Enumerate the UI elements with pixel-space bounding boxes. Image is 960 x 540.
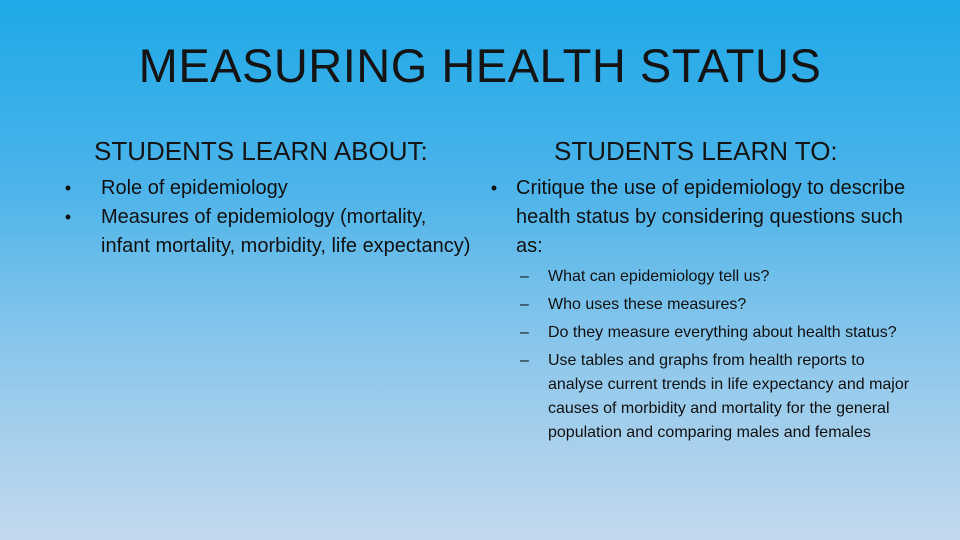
sub-list [484, 265, 924, 445]
bullet-icon: • [64, 178, 72, 198]
list-item-text: Role of epidemiology [101, 177, 288, 199]
list-item-text: Measures of epidemiology (mortality, infant mortality, morbidity, life expectancy) [101, 206, 471, 257]
dash-icon: – [520, 268, 529, 285]
sub-list-item [520, 265, 924, 289]
left-column-heading: STUDENTS LEARN ABOUT: [94, 136, 428, 166]
dash-icon: – [520, 352, 529, 369]
right-bullet-list [484, 174, 924, 449]
list-item-text: Critique the use of epidemiology to describe health status by considering questions such as: [516, 177, 906, 257]
sub-list-item-text: What can epidemiology tell us? [548, 268, 770, 285]
right-column-heading: STUDENTS LEARN TO: [554, 136, 838, 166]
sub-list-item-text: Use tables and graphs from health reports to analyse current trends in life expectancy and major causes of morbidity and mortality for the general population and comparing males and females [548, 352, 910, 441]
sub-list-item [520, 293, 924, 317]
sub-list-item-text: Do they measure everything about health status? [548, 324, 897, 341]
slide-title: MEASURING HEALTH STATUS [138, 39, 822, 92]
dash-icon: – [520, 324, 529, 341]
dash-icon: – [520, 296, 529, 313]
sub-list-item-text: Who uses these measures? [548, 296, 747, 313]
sub-list-item [520, 321, 924, 345]
list-item [58, 203, 478, 261]
bullet-icon: • [490, 178, 498, 198]
list-item [58, 174, 478, 203]
bullet-icon: • [64, 207, 72, 227]
left-bullet-list [58, 174, 478, 261]
sub-list-item [520, 349, 924, 445]
list-item [484, 174, 924, 261]
